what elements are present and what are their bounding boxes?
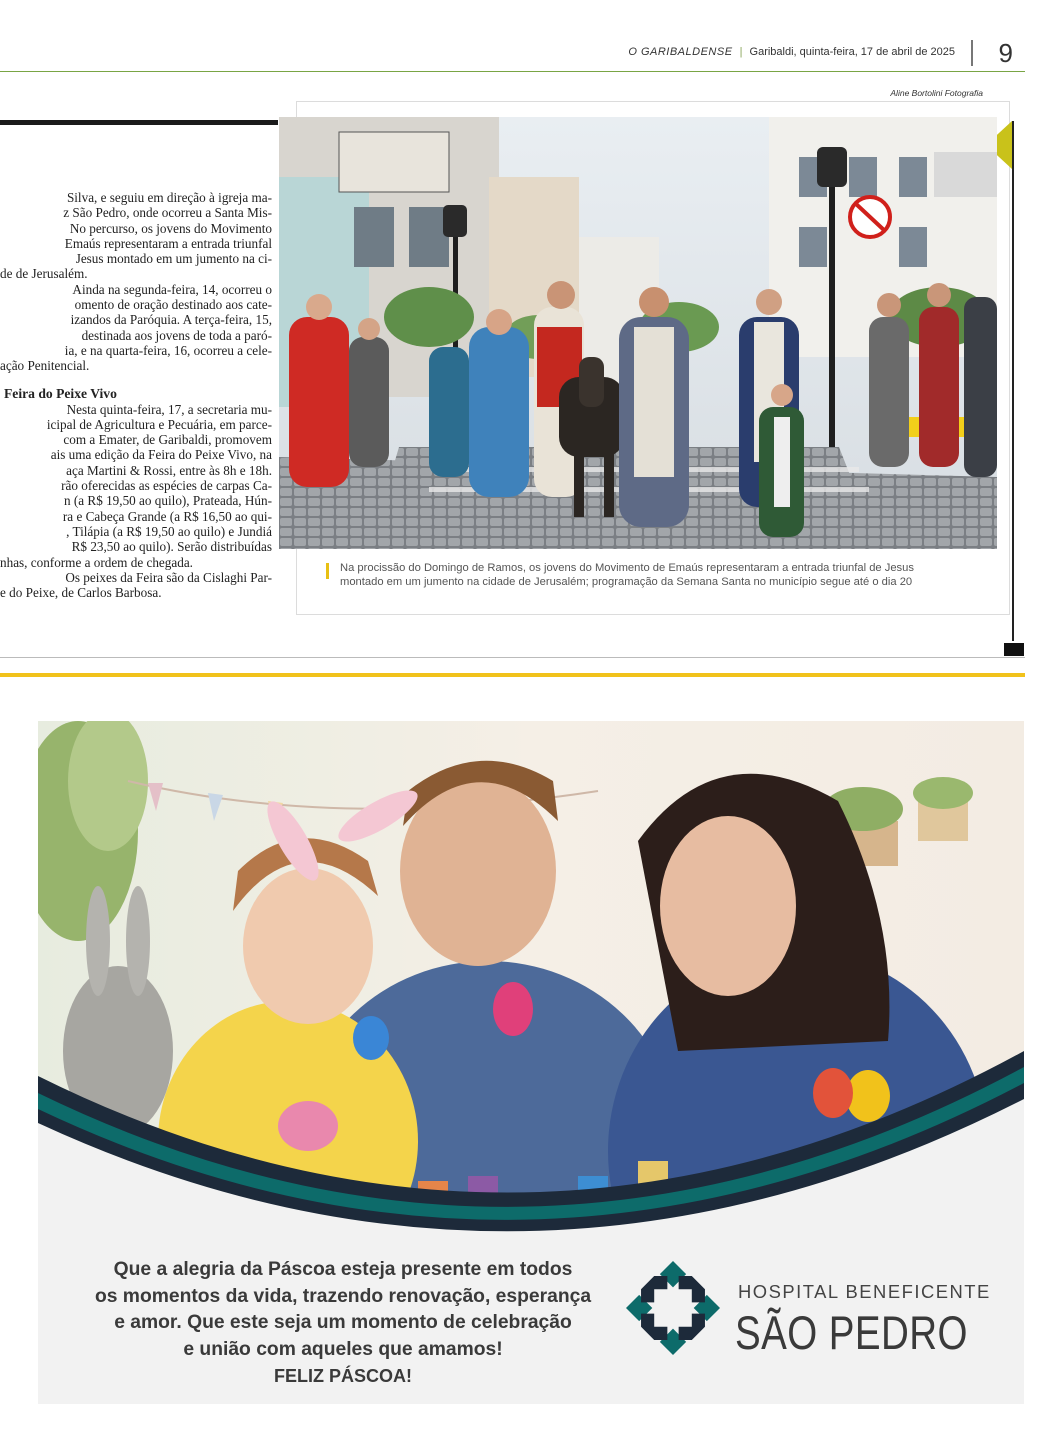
text-line: izandos da Paróquia. A terça-feira, 15, [70,312,272,328]
caption-marker [326,563,329,579]
page-header [0,40,1025,72]
hospital-cross-logo-icon [626,1261,720,1355]
header-rule [0,71,1025,72]
hospital-name-line-1: HOSPITAL BENEFICENTE [738,1281,991,1302]
section-divider-yellow [0,673,1025,677]
text-line: Ainda na segunda-feira, 14, ocorreu o [72,281,272,297]
section-divider-gray [0,657,1025,658]
page-number-divider [971,40,973,66]
text-line: nhas, conforme a ordem de chegada. [0,554,193,570]
frame-corner-square [1004,643,1024,656]
text-line: n (a R$ 19,50 ao quilo), Prateada, Hún- [63,493,272,509]
publication-name: O GARIBALDENSE [628,46,733,58]
message-line: Que a alegria da Páscoa esteja presente em todos [113,1259,573,1280]
easter-message [58,1257,628,1390]
text-line: Emaús representaram a entrada triunfal [64,235,272,251]
text-line: , Tilápia (a R$ 19,50 ao quilo) e Jundiá [66,523,272,539]
text-line: Os peixes da Feira são da Cislaghi Par- [65,569,272,585]
text-line: ia, e na quarta-feira, 16, ocorreu a cele- [64,342,272,358]
text-line: Silva, e seguiu em direção à igreja ma- [66,190,272,205]
text-line: R$ 23,50 ao quilo). Serão distribuídas [71,539,272,555]
procession-photo [279,117,997,549]
text-line: z São Pedro, onde ocorreu a Santa Mis- [63,205,272,221]
message-line: e amor. Que este seja um momento de celebração [114,1312,572,1333]
text-line: omento de oração destinado aos cate- [74,297,272,313]
text-line: Nesta quinta-feira, 17, a secretaria mu- [66,401,272,417]
photo-caption [340,561,980,589]
text-line: No percurso, os jovens do Movimento [69,220,272,236]
text-line: aça Martini & Rossi, entre às 8h e 18h. [66,462,272,478]
text-line: rão oferecidas as espécies de carpas Ca- [61,478,272,494]
page-number: 9 [998,38,1013,68]
easter-advertisement [38,721,1024,1404]
article-column [0,190,272,600]
message-line: e união com aqueles que amamos! [183,1338,503,1360]
frame-accent-line [1012,121,1014,641]
text-line: com a Emater, de Garibaldi, promovem [63,432,272,448]
text-line: de de Jerusalém. [0,266,88,282]
header-separator: | [739,46,743,58]
text-line: destinada aos jovens de toda a paró- [81,327,272,343]
text-line: ação Penitencial. [0,358,90,374]
photo-credit: Aline Bortolini Fotografia [890,88,983,98]
caption-line: montado em um jumento na cidade de Jerusalém; programação da Semana Santa no município segue até o dia 20 [340,576,913,588]
column-top-bar [0,120,278,125]
text-line: ra e Cabeça Grande (a R$ 16,50 ao qui- [62,508,272,524]
text-line: icipal de Agricultura e Pecuária, em parce- [46,416,272,432]
text-line: e do Peixe, de Carlos Barbosa. [0,585,162,601]
text-line: ais uma edição da Feira do Peixe Vivo, na [50,447,272,463]
message-line: os momentos da vida, trazendo renovação, esperança [94,1285,592,1307]
feliz-pascoa: FELIZ PÁSCOA! [274,1366,412,1386]
dateline-text: Garibaldi, quinta-feira, 17 de abril de 2025 [749,46,955,58]
hospital-name-line-2: SÃO PEDRO [735,1306,968,1359]
header-dateline [628,46,955,58]
procession-illustration [279,117,997,549]
text-line: Jesus montado em um jumento na ci- [75,251,272,267]
article-subheading: Feira do Peixe Vivo [4,385,117,401]
caption-line: Na procissão do Domingo de Ramos, os jovens do Movimento de Emaús representaram a entrada triunfal de Jesus [340,562,914,574]
